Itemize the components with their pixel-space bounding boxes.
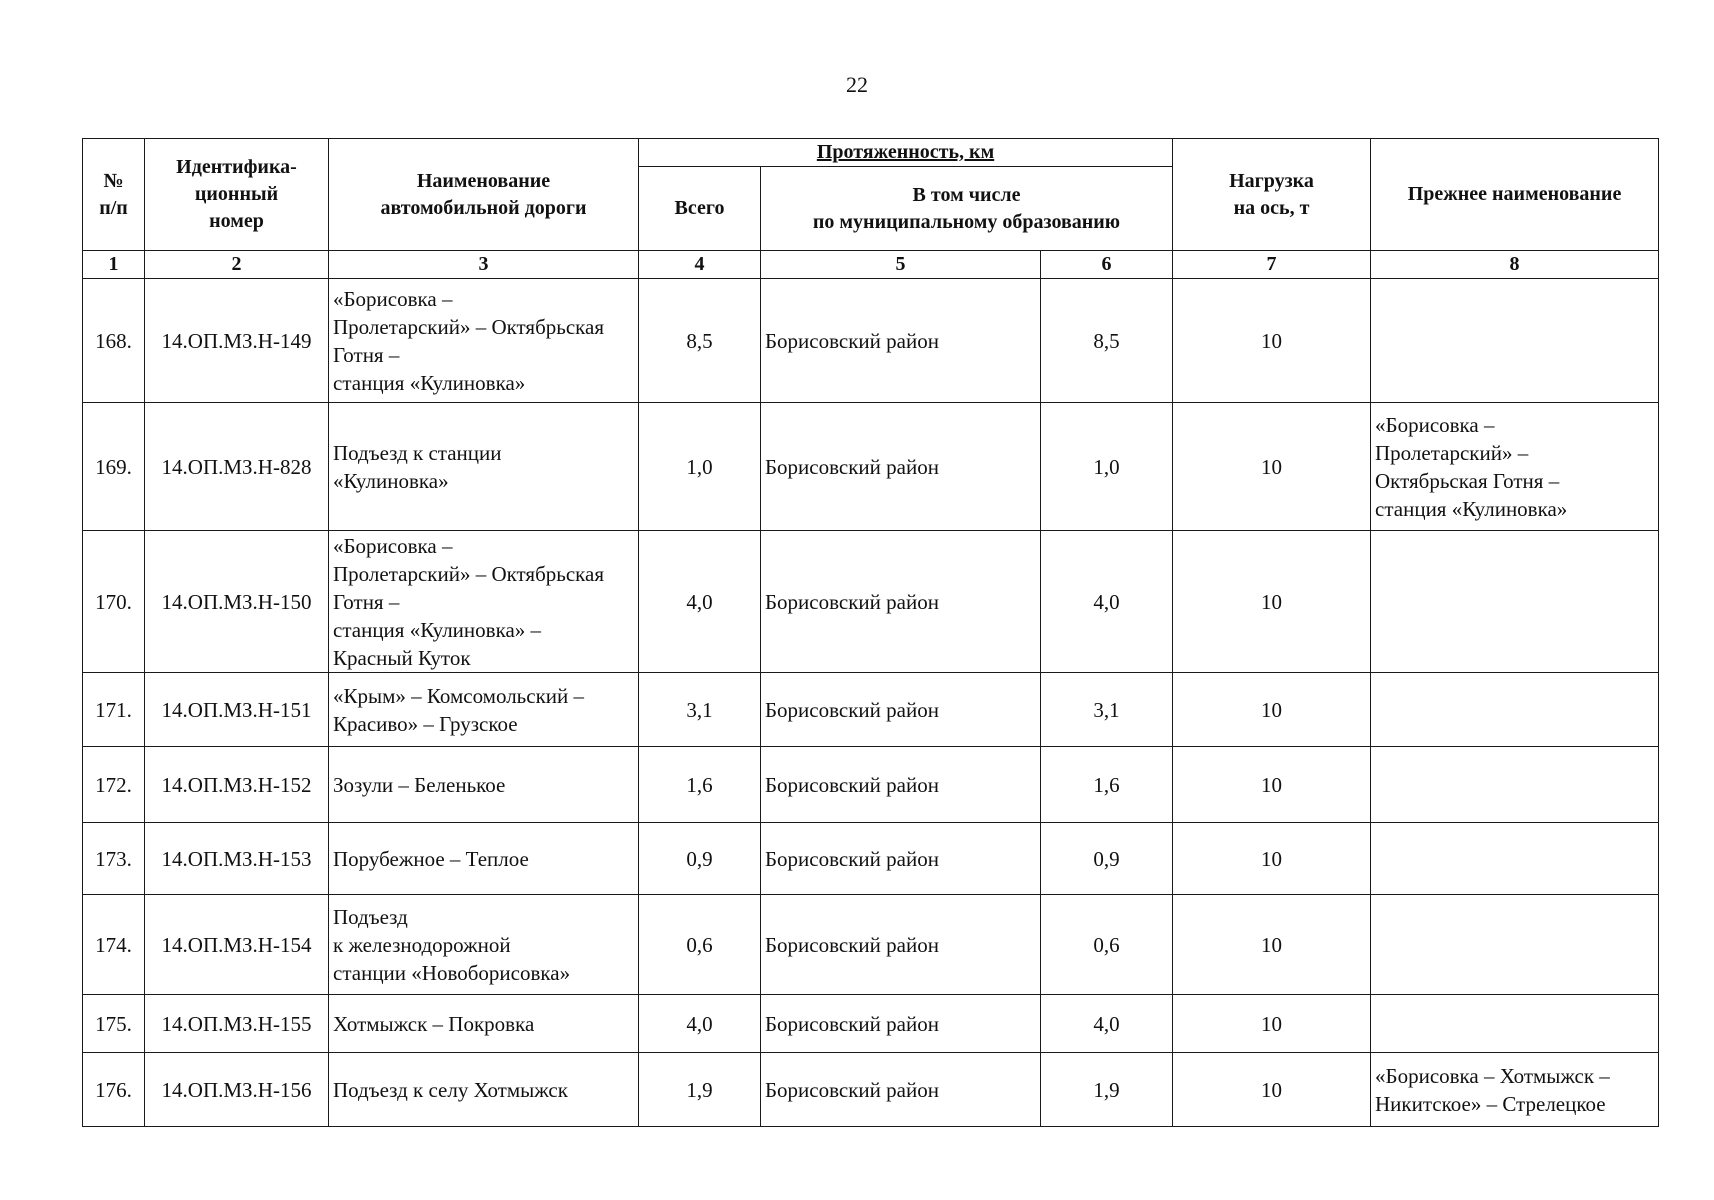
header-name: Наименование автомобильной дороги [329,139,639,251]
row-axle-load: 10 [1173,747,1371,823]
row-municipality-km: 3,1 [1041,673,1173,747]
row-axle-load: 10 [1173,823,1371,895]
row-former-name: «Борисовка – Хотмыжск – Никитское» – Стрелецкое [1371,1053,1659,1127]
column-number: 7 [1173,251,1371,279]
row-id: 14.ОП.МЗ.Н-150 [145,531,329,673]
row-total: 3,1 [639,673,761,747]
row-id: 14.ОП.МЗ.Н-152 [145,747,329,823]
header-former-name: Прежнее наименование [1371,139,1659,251]
table-row [83,823,1659,895]
row-name: Подъезд к железнодорожной станции «Новоборисовка» [329,895,639,995]
row-axle-load: 10 [1173,673,1371,747]
row-num: 173. [83,823,145,895]
row-total: 1,6 [639,747,761,823]
table-row [83,995,1659,1053]
row-axle-load: 10 [1173,995,1371,1053]
row-name: Зозули – Беленькое [329,747,639,823]
row-municipality: Борисовский район [761,747,1041,823]
row-total: 4,0 [639,531,761,673]
row-former-name [1371,995,1659,1053]
row-num: 174. [83,895,145,995]
row-axle-load: 10 [1173,279,1371,403]
row-municipality: Борисовский район [761,531,1041,673]
column-number: 3 [329,251,639,279]
table-row [83,673,1659,747]
row-former-name [1371,895,1659,995]
row-municipality-km: 8,5 [1041,279,1173,403]
row-former-name [1371,673,1659,747]
column-number: 1 [83,251,145,279]
row-num: 169. [83,403,145,531]
row-total: 0,9 [639,823,761,895]
column-numbers-row [83,251,1659,279]
row-name: Подъезд к селу Хотмыжск [329,1053,639,1127]
header-id: Идентифика- ционный номер [145,139,329,251]
table-row [83,1053,1659,1127]
row-total: 1,0 [639,403,761,531]
row-id: 14.ОП.МЗ.Н-828 [145,403,329,531]
row-id: 14.ОП.МЗ.Н-154 [145,895,329,995]
row-municipality-km: 4,0 [1041,531,1173,673]
row-municipality-km: 1,9 [1041,1053,1173,1127]
row-municipality-km: 0,6 [1041,895,1173,995]
table-row [83,279,1659,403]
table-row [83,747,1659,823]
row-former-name [1371,823,1659,895]
row-id: 14.ОП.МЗ.Н-156 [145,1053,329,1127]
row-total: 4,0 [639,995,761,1053]
row-total: 0,6 [639,895,761,995]
table-row [83,895,1659,995]
roads-table [82,138,1659,1127]
row-num: 176. [83,1053,145,1127]
column-number: 4 [639,251,761,279]
row-axle-load: 10 [1173,1053,1371,1127]
row-num: 171. [83,673,145,747]
row-name: «Крым» – Комсомольский – Красиво» – Грузское [329,673,639,747]
row-municipality: Борисовский район [761,1053,1041,1127]
column-number: 2 [145,251,329,279]
row-municipality-km: 4,0 [1041,995,1173,1053]
row-municipality: Борисовский район [761,403,1041,531]
header-num: № п/п [83,139,145,251]
row-former-name [1371,747,1659,823]
row-municipality: Борисовский район [761,995,1041,1053]
header-total: Всего [639,167,761,251]
row-municipality: Борисовский район [761,823,1041,895]
header-length-group-label: Протяженность, км [816,141,995,163]
row-name: «Борисовка – Пролетарский» – Октябрьская Готня – станция «Кулиновка» [329,279,639,403]
row-municipality: Борисовский район [761,279,1041,403]
row-num: 172. [83,747,145,823]
row-num: 168. [83,279,145,403]
row-name: Подъезд к станции «Кулиновка» [329,403,639,531]
row-name: Порубежное – Теплое [329,823,639,895]
table-row [83,531,1659,673]
row-id: 14.ОП.МЗ.Н-151 [145,673,329,747]
row-name: «Борисовка – Пролетарский» – Октябрьская Готня – станция «Кулиновка» – Красный Куток [329,531,639,673]
header-length-group [639,139,1173,167]
row-former-name [1371,531,1659,673]
column-number: 8 [1371,251,1659,279]
row-num: 175. [83,995,145,1053]
row-municipality-km: 1,0 [1041,403,1173,531]
row-total: 8,5 [639,279,761,403]
row-municipality: Борисовский район [761,673,1041,747]
row-id: 14.ОП.МЗ.Н-155 [145,995,329,1053]
row-id: 14.ОП.МЗ.Н-153 [145,823,329,895]
page-number: 22 [846,72,868,97]
column-number: 6 [1041,251,1173,279]
row-municipality-km: 0,9 [1041,823,1173,895]
row-axle-load: 10 [1173,403,1371,531]
column-number: 5 [761,251,1041,279]
row-former-name [1371,279,1659,403]
table-header [83,139,1659,279]
row-num: 170. [83,531,145,673]
row-axle-load: 10 [1173,531,1371,673]
row-total: 1,9 [639,1053,761,1127]
header-axle-load: Нагрузка на ось, т [1173,139,1371,251]
row-former-name: «Борисовка – Пролетарский» – Октябрьская Готня – станция «Кулиновка» [1371,403,1659,531]
row-municipality-km: 1,6 [1041,747,1173,823]
row-municipality: Борисовский район [761,895,1041,995]
row-id: 14.ОП.МЗ.Н-149 [145,279,329,403]
row-axle-load: 10 [1173,895,1371,995]
header-by-municipality: В том числе по муниципальному образованию [761,167,1173,251]
row-name: Хотмыжск – Покровка [329,995,639,1053]
table-row [83,403,1659,531]
